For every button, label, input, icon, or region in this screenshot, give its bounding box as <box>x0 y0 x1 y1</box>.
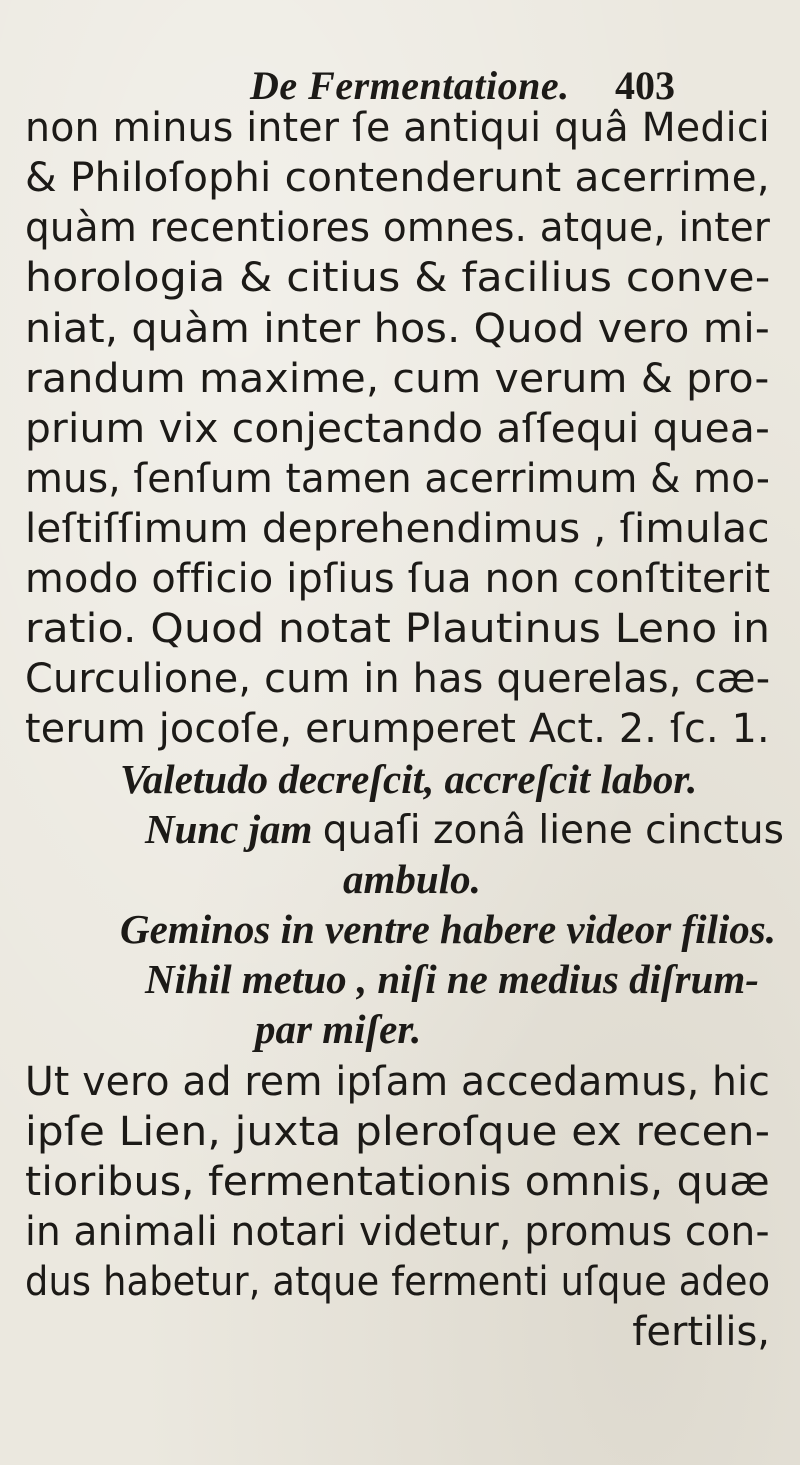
text-line: mus, ſenſum tamen acerrimum & mo- <box>25 456 771 502</box>
verse-line <box>145 805 784 855</box>
verse-line: Nihil metuo , niſi ne medius diſrum- <box>145 956 759 1002</box>
text-line: tioribus, fermentationis omnis, quæ <box>25 1159 770 1205</box>
text-line: non minus inter ſe antiqui quâ Medici <box>25 105 770 151</box>
page-number: 403 <box>615 63 675 108</box>
text-line: Curculione, cum in has querelas, cæ- <box>25 656 771 702</box>
text-line: randum maxime, cum verum & pro- <box>25 356 770 402</box>
text-line: in animali notari videtur, promus con- <box>25 1209 770 1255</box>
verse-line: ambulo. <box>343 856 481 902</box>
text-line: prium vix conjectando aſſequi quea- <box>25 406 770 452</box>
text-line: terum jocoſe, erumperet Act. 2. ſc. 1. <box>25 706 770 752</box>
verse-line: Valetudo decreſcit, accreſcit labor. <box>120 756 698 802</box>
verse-line: Geminos in ventre habere videor filios. <box>120 906 776 952</box>
verse-italic-segment: Nunc jam <box>145 806 313 852</box>
text-line: niat, quàm inter hos. Quod vero mi- <box>25 306 770 352</box>
text-line: leſtiſſimum deprehendimus , ſimulac <box>25 506 770 552</box>
text-line: ipſe Lien, juxta pleroſque ex recen- <box>25 1109 771 1155</box>
text-line: dus habetur, atque fermenti uſque adeo <box>25 1259 771 1305</box>
text-line: ratio. Quod notat Plautinus Leno in <box>25 606 771 652</box>
text-line: horologia & citius & facilius conve- <box>25 255 771 301</box>
text-line: quàm recentiores omnes. atque, inter <box>25 205 771 251</box>
text-line: & Philoſophi contenderunt acerrime, <box>25 155 770 201</box>
catchword: fertilis, <box>632 1309 770 1355</box>
running-title: De Fermentatione. <box>250 63 570 108</box>
text-line: Ut vero ad rem ipſam accedamus, hic <box>25 1059 771 1105</box>
verse-roman-segment: quaſi zonâ liene cinctus <box>322 808 784 853</box>
verse-line: par miſer. <box>255 1006 422 1052</box>
text-line: modo officio ipſius ſua non conſtiterit <box>25 556 771 602</box>
